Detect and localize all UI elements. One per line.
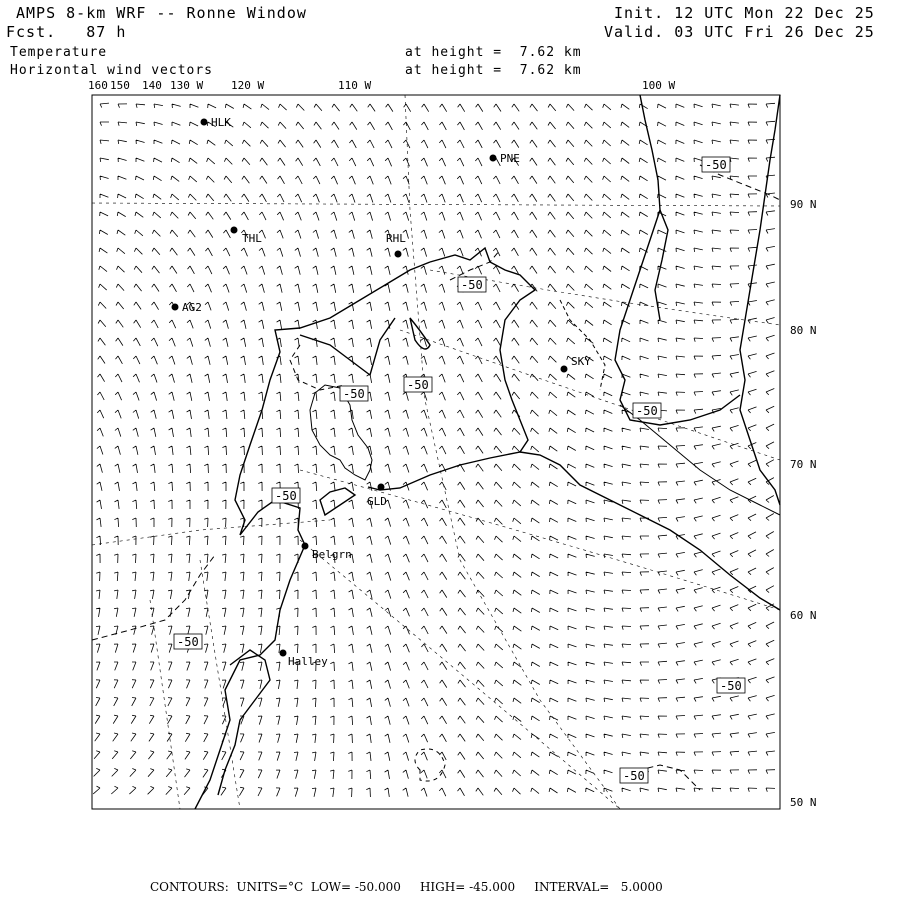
lon-label-140: 140	[142, 79, 162, 92]
lat-label-80: 80 N	[790, 324, 817, 337]
lon-label-120: 120 W	[231, 79, 265, 92]
svg-text:-50: -50	[636, 404, 658, 418]
contour-label	[702, 157, 730, 172]
map-frame	[92, 95, 780, 809]
svg-text:-50: -50	[407, 378, 429, 392]
temperature-height: at height = 7.62 km	[405, 45, 582, 60]
svg-text:HLK: HLK	[211, 116, 231, 129]
svg-text:RHL: RHL	[386, 232, 406, 245]
svg-text:AG2: AG2	[182, 301, 202, 314]
svg-text:-50: -50	[177, 635, 199, 649]
svg-text:Belgrn: Belgrn	[312, 548, 352, 561]
svg-text:-50: -50	[623, 769, 645, 783]
lat-label-90: 90 N	[790, 198, 817, 211]
svg-text:GLD: GLD	[367, 495, 387, 508]
svg-text:-50: -50	[461, 278, 483, 292]
svg-text:SKY: SKY	[571, 355, 591, 368]
wind-height: at height = 7.62 km	[405, 63, 582, 78]
longitude-labels	[88, 79, 675, 92]
latitude-labels	[790, 198, 817, 809]
lon-label-130: 130 W	[170, 79, 204, 92]
map-title: AMPS 8-km WRF -- Ronne Window	[16, 4, 307, 22]
valid-time: Valid. 03 UTC Fri 26 Dec 25	[604, 23, 875, 41]
lat-label-50: 50 N	[790, 796, 817, 809]
field-temperature: Temperature	[10, 45, 108, 60]
svg-text:Halley: Halley	[288, 655, 328, 668]
lon-label-160: 160	[88, 79, 108, 92]
field-wind: Horizontal wind vectors	[10, 63, 214, 78]
lon-label-110: 110 W	[338, 79, 372, 92]
svg-text:-50: -50	[720, 679, 742, 693]
svg-text:PNE: PNE	[500, 152, 520, 165]
lon-label-150: 150	[110, 79, 130, 92]
lat-label-60: 60 N	[790, 609, 817, 622]
contour-label	[620, 768, 648, 783]
contour-label	[717, 678, 745, 693]
contour-label	[633, 403, 661, 418]
svg-text:-50: -50	[705, 158, 727, 172]
contour-label	[174, 634, 202, 649]
init-time: Init. 12 UTC Mon 22 Dec 25	[614, 4, 875, 22]
contour-label	[272, 488, 300, 503]
lat-label-70: 70 N	[790, 458, 817, 471]
svg-text:-50: -50	[275, 489, 297, 503]
contour-label	[458, 277, 486, 292]
svg-text:-50: -50	[343, 387, 365, 401]
svg-text:THL: THL	[242, 232, 262, 245]
forecast-hour: Fcst. 87 h	[6, 23, 127, 41]
contour-label	[340, 386, 368, 401]
contour-label	[404, 377, 432, 392]
lon-label-100: 100 W	[642, 79, 676, 92]
contour-footer: CONTOURS: UNITS=°C LOW= -50.000 HIGH= -45.000 INTERVAL= 5.0000	[150, 880, 663, 894]
